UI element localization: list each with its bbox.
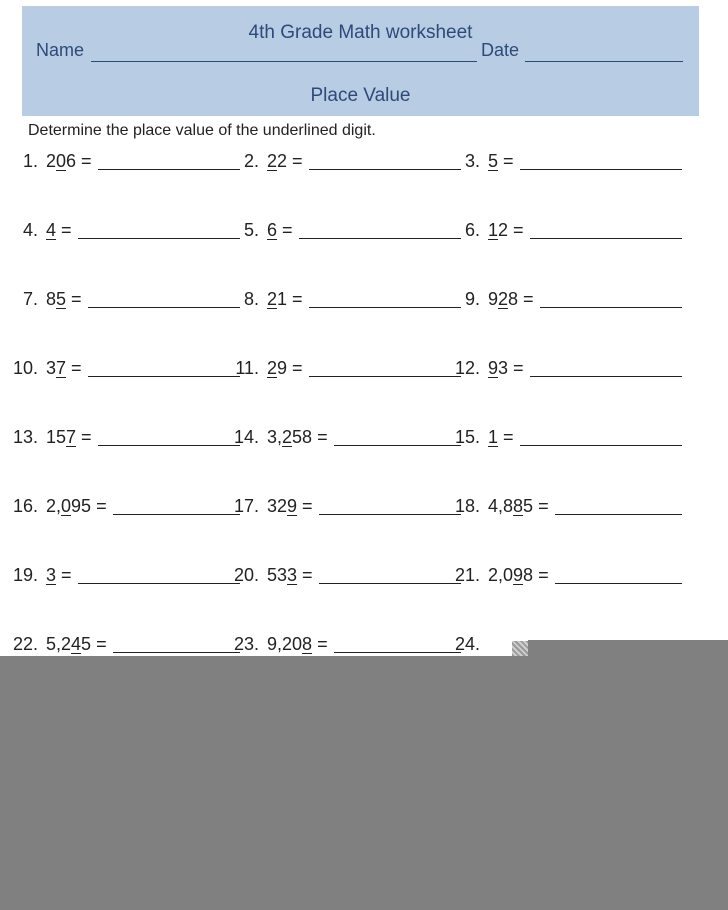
problem-number: 21. <box>454 565 480 585</box>
answer-blank[interactable] <box>520 152 682 170</box>
underlined-digit: 3 <box>287 565 298 585</box>
answer-blank[interactable] <box>78 566 240 584</box>
problem-item <box>442 355 682 379</box>
underlined-digit: 3 <box>46 565 57 585</box>
equals-sign: = <box>538 565 549 585</box>
underlined-digit: 8 <box>513 496 524 516</box>
problem-number: 7. <box>22 289 38 309</box>
problem-item <box>0 148 240 172</box>
answer-blank[interactable] <box>319 497 461 515</box>
problem-number-value <box>46 358 66 379</box>
equals-sign: = <box>513 358 524 378</box>
value-suffix: 1 <box>277 289 288 309</box>
underlined-digit: 9 <box>488 358 499 378</box>
answer-blank[interactable] <box>520 428 682 446</box>
problem-number: 4. <box>22 220 38 240</box>
equals-sign: = <box>282 220 293 240</box>
equals-sign: = <box>81 427 92 447</box>
underlined-digit: 9 <box>513 565 524 585</box>
equals-sign: = <box>61 220 72 240</box>
problem-number-value <box>488 289 518 310</box>
value-prefix: 5,2 <box>46 634 72 654</box>
answer-blank[interactable] <box>299 221 461 239</box>
equals-sign: = <box>503 151 514 171</box>
underlined-digit: 2 <box>267 289 278 309</box>
problem-item <box>0 562 240 586</box>
problem-number: 16. <box>12 496 38 516</box>
problem-item <box>221 217 461 241</box>
problem-number-value <box>46 565 56 586</box>
value-prefix: 32 <box>267 496 288 516</box>
problem-number-value <box>267 289 287 310</box>
underlined-digit: 1 <box>488 220 499 240</box>
problem-number-value <box>46 220 56 241</box>
problem-number: 17. <box>233 496 259 516</box>
value-suffix: 2 <box>498 220 509 240</box>
underlined-digit: 8 <box>302 634 313 654</box>
problem-number: 10. <box>12 358 38 378</box>
underlined-digit: 7 <box>66 427 77 447</box>
value-suffix: 95 <box>71 496 92 516</box>
problem-item <box>221 562 461 586</box>
problem-item <box>221 286 461 310</box>
problem-number-value <box>488 496 533 517</box>
answer-blank[interactable] <box>309 290 461 308</box>
problem-item <box>221 355 461 379</box>
equals-sign: = <box>513 220 524 240</box>
problem-number-value <box>46 151 76 172</box>
problem-number: 22. <box>12 634 38 654</box>
problem-item <box>221 631 461 655</box>
underlined-digit: 4 <box>71 634 82 654</box>
underlined-digit: 0 <box>56 151 67 171</box>
problem-number: 2. <box>243 151 259 171</box>
problem-number-value <box>46 496 91 517</box>
equals-sign: = <box>503 427 514 447</box>
problem-number-value <box>267 427 312 448</box>
underlined-digit: 7 <box>56 358 67 378</box>
problem-number: 3. <box>464 151 480 171</box>
answer-blank[interactable] <box>78 221 240 239</box>
date-label: Date <box>481 40 520 60</box>
value-suffix: 9 <box>277 358 288 378</box>
answer-blank[interactable] <box>98 428 240 446</box>
gray-overlay-bottom <box>0 656 728 910</box>
name-label: Name <box>36 40 85 60</box>
gray-overlay-fuzz <box>512 641 528 656</box>
value-prefix: 3 <box>46 358 57 378</box>
value-suffix: 8 <box>508 289 519 309</box>
answer-blank[interactable] <box>555 497 682 515</box>
problem-number-value <box>267 151 287 172</box>
equals-sign: = <box>61 565 72 585</box>
problem-number: 9. <box>464 289 480 309</box>
problem-item <box>442 286 682 310</box>
equals-sign: = <box>81 151 92 171</box>
answer-blank[interactable] <box>319 566 461 584</box>
problem-number: 8. <box>243 289 259 309</box>
answer-blank[interactable] <box>530 359 682 377</box>
answer-blank[interactable] <box>88 359 240 377</box>
problem-number: 19. <box>12 565 38 585</box>
problem-item <box>0 424 240 448</box>
answer-blank[interactable] <box>98 152 240 170</box>
problem-item <box>221 148 461 172</box>
problem-item <box>0 631 240 655</box>
problem-item <box>0 355 240 379</box>
underlined-digit: 2 <box>498 289 509 309</box>
value-prefix: 53 <box>267 565 288 585</box>
problem-number-value <box>488 151 498 172</box>
problem-number-value <box>488 565 533 586</box>
equals-sign: = <box>523 289 534 309</box>
value-prefix: 8 <box>46 289 57 309</box>
problem-item <box>221 424 461 448</box>
problem-item <box>442 217 682 241</box>
problem-number: 18. <box>454 496 480 516</box>
underlined-digit: 5 <box>488 151 499 171</box>
problem-number-value <box>267 220 277 241</box>
problem-number: 11. <box>235 358 259 378</box>
problem-number: 23. <box>233 634 259 654</box>
equals-sign: = <box>317 634 328 654</box>
underlined-digit: 2 <box>282 427 293 447</box>
value-prefix: 2 <box>46 151 57 171</box>
value-prefix: 9,20 <box>267 634 303 654</box>
underlined-digit: 1 <box>488 427 499 447</box>
problem-item <box>442 562 682 586</box>
value-suffix: 5 <box>81 634 92 654</box>
underlined-digit: 0 <box>61 496 72 516</box>
underlined-digit: 4 <box>46 220 57 240</box>
underlined-digit: 2 <box>267 151 278 171</box>
equals-sign: = <box>302 565 313 585</box>
value-prefix: 2,0 <box>488 565 514 585</box>
underlined-digit: 2 <box>267 358 278 378</box>
equals-sign: = <box>302 496 313 516</box>
problem-item <box>442 424 682 448</box>
problem-number: 12. <box>454 358 480 378</box>
problem-item <box>442 493 682 517</box>
problem-number-value <box>488 358 508 379</box>
worksheet-title: 4th Grade Math worksheet <box>248 22 473 43</box>
equals-sign: = <box>96 634 107 654</box>
problem-item <box>442 148 682 172</box>
equals-sign: = <box>71 289 82 309</box>
answer-blank[interactable] <box>309 152 461 170</box>
problem-number: 24. <box>454 634 480 654</box>
value-prefix: 15 <box>46 427 67 447</box>
worksheet-subtitle: Place Value <box>310 85 411 106</box>
problem-number-value <box>488 427 498 448</box>
underlined-digit: 9 <box>287 496 298 516</box>
equals-sign: = <box>292 289 303 309</box>
problem-item <box>0 493 240 517</box>
problem-number-value <box>267 565 297 586</box>
problem-number-value <box>267 634 312 655</box>
problem-number: 20. <box>233 565 259 585</box>
equals-sign: = <box>538 496 549 516</box>
answer-blank[interactable] <box>540 290 682 308</box>
answer-blank[interactable] <box>530 221 682 239</box>
equals-sign: = <box>96 496 107 516</box>
problem-number-value <box>267 496 297 517</box>
equals-sign: = <box>292 358 303 378</box>
problem-number: 13. <box>12 427 38 447</box>
value-prefix: 9 <box>488 289 499 309</box>
equals-sign: = <box>71 358 82 378</box>
answer-blank[interactable] <box>309 359 461 377</box>
problem-number: 1. <box>22 151 38 171</box>
underlined-digit: 6 <box>267 220 278 240</box>
value-suffix: 8 <box>523 565 534 585</box>
problem-number: 15. <box>454 427 480 447</box>
problem-number-value <box>46 427 76 448</box>
problem-number-value <box>46 634 91 655</box>
equals-sign: = <box>292 151 303 171</box>
problem-number-value <box>267 358 287 379</box>
problem-number-value <box>488 220 508 241</box>
value-prefix: 3, <box>267 427 283 447</box>
value-prefix: 4,8 <box>488 496 514 516</box>
equals-sign: = <box>317 427 328 447</box>
problem-number-value <box>46 289 66 310</box>
underlined-digit: 5 <box>56 289 67 309</box>
problem-item <box>0 286 240 310</box>
problem-item <box>221 493 461 517</box>
value-suffix: 2 <box>277 151 288 171</box>
problem-item <box>0 217 240 241</box>
problem-number: 6. <box>464 220 480 240</box>
answer-blank[interactable] <box>555 566 682 584</box>
value-prefix: 2, <box>46 496 62 516</box>
value-suffix: 3 <box>498 358 509 378</box>
value-suffix: 6 <box>66 151 77 171</box>
problem-number: 5. <box>243 220 259 240</box>
gray-overlay-notch <box>528 640 728 656</box>
problem-number: 14. <box>233 427 259 447</box>
value-suffix: 5 <box>523 496 534 516</box>
instructions-text: Determine the place value of the underlined digit. <box>28 122 376 139</box>
answer-blank[interactable] <box>88 290 240 308</box>
value-suffix: 58 <box>292 427 313 447</box>
